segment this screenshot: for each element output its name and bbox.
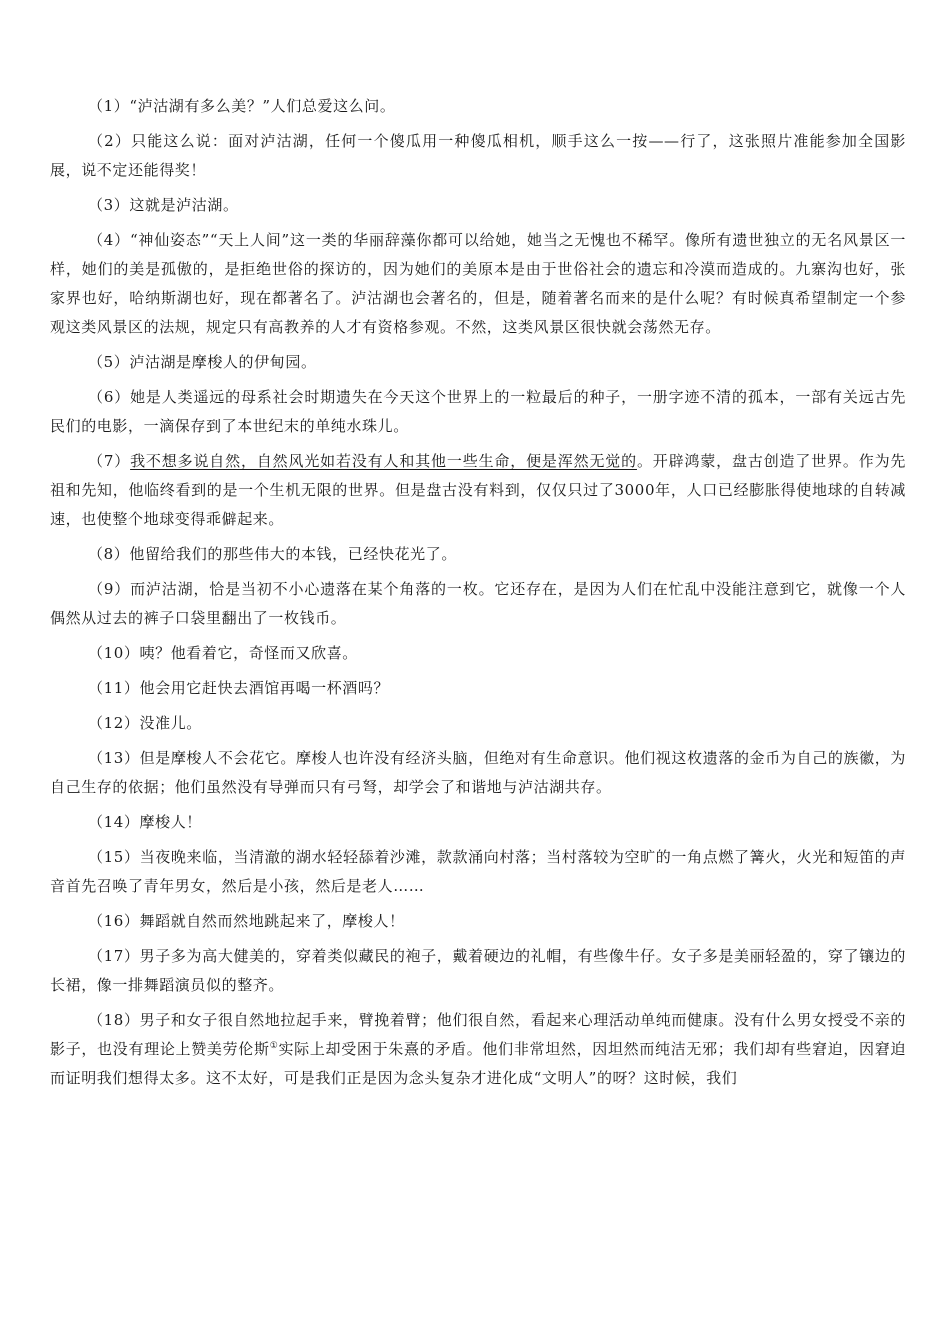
paragraph-7 [50, 447, 906, 534]
document-body [0, 92, 950, 1099]
paragraph-17 [50, 942, 906, 1000]
paragraph-text: 而泸沽湖，恰是当初不小心遗落在某个角落的一枚。它还存在，是因为人们在忙乱中没能注意到它，就像一个人偶然从过去的裤子口袋里翻出了一枚钱币。 [50, 580, 907, 627]
paragraph-text: 当夜晚来临，当清澈的湖水轻轻舔着沙滩，款款涌向村落；当村落较为空旷的一角点燃了篝火，火光和短笛的声音首先召唤了青年男女，然后是小孩，然后是老人…… [50, 848, 907, 895]
paragraph-text: 实际上却受困于朱熹的矛盾。他们非常坦然，因坦然而纯洁无邪；我们却有些窘迫，因窘迫而证明我们想得太多。这不太好，可是我们正是因为念头复杂才进化成“文明人”的呀？这时候，我们 [50, 1040, 907, 1087]
paragraph-1 [50, 92, 906, 121]
paragraph-text: 舞蹈就自然而然地跳起来了，摩梭人！ [139, 912, 405, 930]
paragraph-number: （5） [88, 353, 130, 371]
paragraph-16 [50, 907, 906, 936]
paragraph-15 [50, 843, 906, 901]
paragraph-9 [50, 575, 906, 633]
paragraph-number: （16） [88, 912, 140, 930]
paragraph-number: （17） [88, 947, 140, 965]
paragraph-11 [50, 674, 906, 703]
paragraph-6 [50, 383, 906, 441]
paragraph-8 [50, 540, 906, 569]
paragraph-text: 只能这么说：面对泸沽湖，任何一个傻瓜用一种傻瓜相机，顺手这么一按——行了，这张照片准能参加全国影展，说不定还能得奖！ [50, 132, 907, 179]
paragraph-number: （14） [88, 813, 140, 831]
paragraph-2 [50, 127, 906, 185]
paragraph-number: （9） [88, 580, 131, 598]
paragraph-number: （6） [88, 388, 131, 406]
paragraph-text: 他会用它赶快去酒馆再喝一杯酒吗？ [139, 679, 390, 697]
paragraph-number: （11） [88, 679, 140, 697]
paragraph-text: 咦？他看着它，奇怪而又欣喜。 [139, 644, 358, 662]
paragraph-number: （18） [88, 1011, 140, 1029]
paragraph-text-before-footnote: 男子和女子很自然地拉起手来，臂挽着臂；他们很自然，看起来心理活动单纯而健康。没有什么男女授受不亲的影子，也没有理论上赞美劳伦斯 [50, 1011, 907, 1058]
paragraph-text: 。开辟鸿蒙，盘古创造了世界。作为先祖和先知，他临终看到的是一个生机无限的世界。但是盘古没有料到，仅仅只过了3000年，人口已经膨胀得使地球的自转减速，也使整个地球变得乖僻起来。 [50, 452, 907, 528]
paragraph-number: （1） [88, 97, 130, 115]
underlined-sentence: 我不想多说自然，自然风光如若没有人和其他一些生命，便是浑然无觉的 [130, 452, 637, 470]
paragraph-10 [50, 639, 906, 668]
paragraph-text: 男子多为高大健美的，穿着类似藏民的袍子，戴着硬边的礼帽，有些像牛仔。女子多是美丽轻盈的，穿了镶边的长裙，像一排舞蹈演员似的整齐。 [50, 947, 907, 994]
paragraph-text: 她是人类遥远的母系社会时期遗失在今天这个世界上的一粒最后的种子，一册字迹不清的孤本，一部有关远古先民们的电影，一滴保存到了本世纪末的单纯水珠儿。 [50, 388, 907, 435]
paragraph-number: （3） [88, 196, 130, 214]
paragraph-number: （15） [88, 848, 140, 866]
paragraph-5 [50, 348, 906, 377]
paragraph-number: （2） [88, 132, 132, 150]
paragraph-text: “泸沽湖有多么美？”人们总爱这么问。 [129, 97, 396, 115]
paragraph-text: 泸沽湖是摩梭人的伊甸园。 [129, 353, 317, 371]
paragraph-text: “神仙姿态”“天上人间”这一类的华丽辞藻你都可以给她，她当之无愧也不稀罕。像所有遗世独立的无名风景区一样，她们的美是孤傲的，是拒绝世俗的探访的，因为她们的美原本是由于世俗社会的遗忘和冷漠而造成的。九寨沟也好，张家界也好，哈纳斯湖也好，现在都著名了。泸沽湖也会著名的，但是，随着著名而来的是什么呢？有时候真希望制定一个参观这类风景区的法规，规定只有高教养的人才有资格参观。不然，这类风景区很快就会荡然无存。 [50, 231, 907, 336]
paragraph-text: 没准儿。 [139, 714, 202, 732]
footnote-marker: ① [269, 1041, 279, 1051]
paragraph-4 [50, 226, 906, 342]
paragraph-12 [50, 709, 906, 738]
paragraph-3 [50, 191, 906, 220]
paragraph-13 [50, 744, 906, 802]
paragraph-18 [50, 1006, 906, 1093]
paragraph-number: （12） [88, 714, 140, 732]
paragraph-number: （10） [88, 644, 140, 662]
paragraph-text: 他留给我们的那些伟大的本钱，已经快花光了。 [129, 545, 457, 563]
paragraph-text: 摩梭人！ [139, 813, 202, 831]
paragraph-text: 但是摩梭人不会花它。摩梭人也许没有经济头脑，但绝对有生命意识。他们视这枚遗落的金币为自己的族徽，为自己生存的依据；他们虽然没有导弹而只有弓弩，却学会了和谐地与泸沽湖共存。 [50, 749, 907, 796]
paragraph-number: （4） [88, 231, 130, 249]
paragraph-number: （13） [88, 749, 140, 767]
paragraph-text: 这就是泸沽湖。 [129, 196, 239, 214]
paragraph-number: （7） [88, 452, 131, 470]
paragraph-number: （8） [88, 545, 130, 563]
paragraph-14 [50, 808, 906, 837]
